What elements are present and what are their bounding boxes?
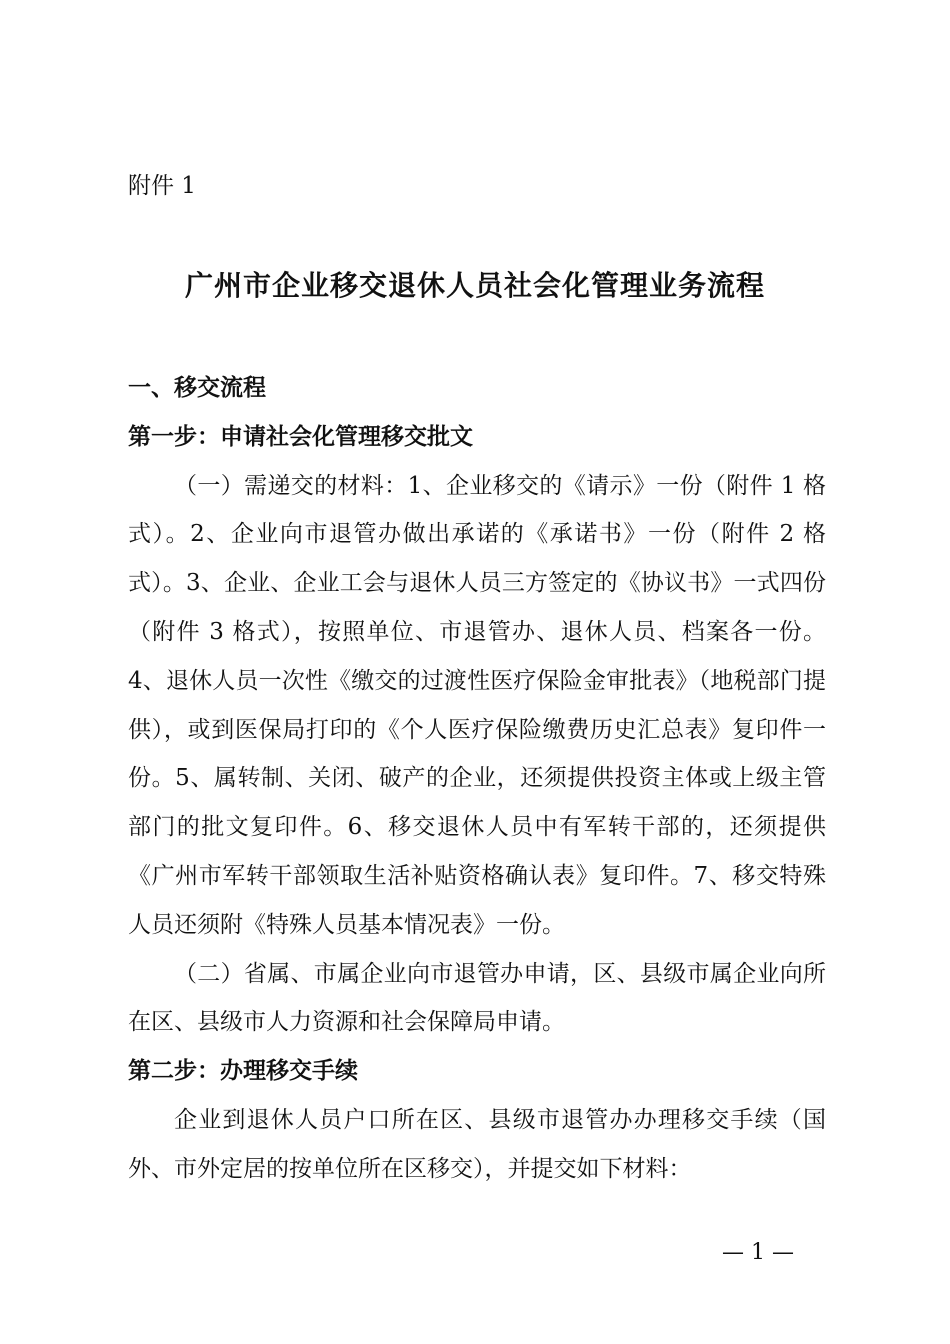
attachment-label: 附件 1: [128, 173, 196, 199]
step-1-heading: 第一步：申请社会化管理移交批文: [128, 422, 473, 450]
page-number: — 1 —: [722, 1240, 794, 1265]
step-2-paragraph: 企业到退休人员户口所在区、县级市退管办办理移交手续（国外、市外定居的按单位所在区移交），并提交如下材料：: [128, 1106, 826, 1182]
step-2-heading: 第二步：办理移交手续: [128, 1057, 358, 1085]
document-title: 广州市企业移交退休人员社会化管理业务流程: [184, 269, 765, 302]
step-1-paragraph-materials: （一）需递交的材料：1、企业移交的《请示》一份（附件 1 格式）。2、企业向市退管办做出承诺的《承诺书》一份（附件 2 格式）。3、企业、企业工会与退休人员三方签定的《协议书》一式四份（附件 3 格式），按照单位、市退管办、退休人员、档案各一份。4、退休人员一次性《缴交的过渡性医疗保险金审批表》（地税部门提供），或到医保局打印的《个人医疗保险缴费历史汇总表》复印件一份。5、属转制、关闭、破产的企业，还须提供投资主体或上级主管部门的批文复印件。6、移交退休人员中有军转干部的，还须提供《广州市军转干部领取生活补贴资格确认表》复印件。7、移交特殊人员还须附《特殊人员基本情况表》一份。: [128, 472, 826, 938]
document-body: [128, 364, 826, 1194]
step-1-paragraph-application: （二）省属、市属企业向市退管办申请，区、县级市属企业向所在区、县级市人力资源和社会保障局申请。: [128, 960, 826, 1036]
section-heading: 一、移交流程: [128, 374, 266, 401]
